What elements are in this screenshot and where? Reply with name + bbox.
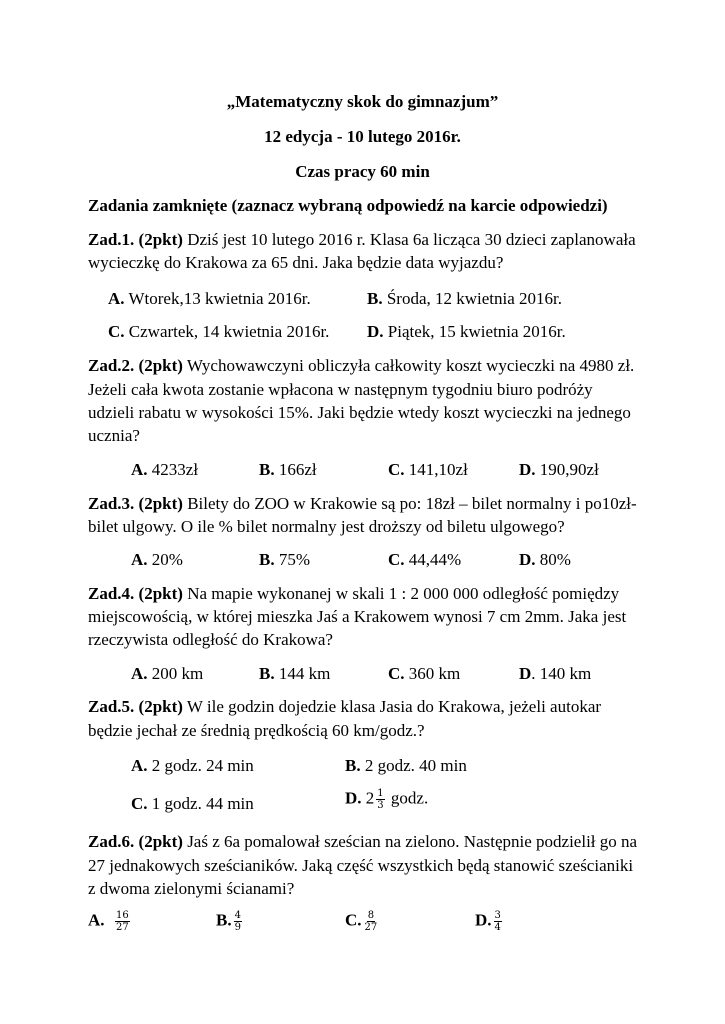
task-text: Na mapie wykonanej w skali 1 : 2 000 000 odległość pomiędzy	[182, 584, 620, 603]
fraction: $\frac{1}{3}$	[377, 788, 384, 811]
answer-option-d[interactable]: D. 190,90zł	[519, 460, 599, 479]
answer-option-c[interactable]: C. 1 godz. 44 min	[131, 794, 254, 813]
task-text: ucznia?	[88, 426, 140, 445]
task-label: Zad.4. (2pkt)	[88, 584, 183, 603]
edition-line: 12 edycja - 10 lutego 2016r.	[264, 127, 461, 146]
task-label: Zad.5. (2pkt)	[88, 697, 183, 716]
answer-option-c[interactable]: C. 44,44%	[388, 550, 462, 569]
page-title: „Matematyczny skok do gimnazjum”	[226, 92, 499, 111]
answer-option-a[interactable]: A. 4233zł	[131, 460, 199, 479]
fraction: $\frac{8}{27}$	[364, 910, 378, 933]
answer-option-a[interactable]: A. $\frac{16}{27}$	[88, 910, 129, 933]
answer-option-b[interactable]: B. 166zł	[259, 460, 317, 479]
task-text: Bilety do ZOO w Krakowie są po: 18zł – bilet normalny i po10zł-	[182, 494, 637, 513]
section-heading: Zadania zamknięte (zaznacz wybraną odpowiedź na karcie odpowiedzi)	[88, 196, 608, 215]
task-text: miejscowością, w której mieszka Jaś a Krakowem wynosi 7 cm 2mm. Jaka jest	[88, 607, 627, 626]
answer-option-b[interactable]: B. $\frac{4}{9}$	[216, 910, 241, 933]
answer-option-d[interactable]: D. $\frac{3}{4}$	[475, 910, 501, 933]
task-label: Zad.3. (2pkt)	[88, 494, 183, 513]
answer-option-d[interactable]: D. 2 $\frac{1}{3}$ godz.	[345, 788, 429, 811]
task-text: z dwoma zielonymi ścianami?	[88, 879, 295, 898]
task-text: Dziś jest 10 lutego 2016 r. Klasa 6a licząca 30 dzieci zaplanowała	[182, 230, 636, 249]
task-text: Jeżeli cała kwota zostanie wpłacona w następnym tygodniu biuro podróży	[88, 380, 593, 399]
answer-option-b[interactable]: B. 75%	[259, 550, 311, 569]
answer-option-c[interactable]: C. Czwartek, 14 kwietnia 2016r.	[108, 322, 330, 341]
task-text: będzie jechał ze średnią prędkością 60 km/godz.?	[88, 721, 425, 740]
task-label: Zad.2. (2pkt)	[88, 356, 183, 375]
answer-option-a[interactable]: A. 20%	[131, 550, 183, 569]
task-text: wycieczkę do Krakowa za 65 dni. Jaka będzie data wyjazdu?	[88, 253, 504, 272]
answer-option-c[interactable]: C. 360 km	[388, 664, 461, 683]
fraction: $\frac{3}{4}$	[494, 910, 501, 933]
task-text: Wychowawczyni obliczyła całkowity koszt wycieczki na 4980 zł.	[182, 356, 635, 375]
answer-option-c[interactable]: C. $\frac{8}{27}$	[345, 910, 378, 933]
task-text: bilet ulgowy. O ile % bilet normalny jest droższy od biletu ulgowego?	[88, 517, 565, 536]
answer-option-d[interactable]: D. 140 km	[519, 664, 592, 683]
answer-option-c[interactable]: C. 141,10zł	[388, 460, 468, 479]
answer-option-a[interactable]: A. Wtorek,13 kwietnia 2016r.	[108, 289, 311, 308]
answer-option-a[interactable]: A. 2 godz. 24 min	[131, 756, 254, 775]
task-text: 27 jednakowych sześcianików. Jaką część wszystkich będą stanowić sześcianiki	[88, 856, 634, 875]
task-text: W ile godzin dojedzie klasa Jasia do Krakowa, jeżeli autokar	[182, 697, 602, 716]
task-text: Jaś z 6a pomalował sześcian na zielono. Następnie podzielił go na	[182, 832, 638, 851]
answer-option-d[interactable]: D. 80%	[519, 550, 571, 569]
answer-option-b[interactable]: B. 2 godz. 40 min	[345, 756, 467, 775]
task-text: udzieli rabatu w wysokości 15%. Jaki będzie wtedy koszt wycieczki na jednego	[88, 403, 631, 422]
task-label: Zad.1. (2pkt)	[88, 230, 183, 249]
task-label: Zad.6. (2pkt)	[88, 832, 183, 851]
fraction: $\frac{4}{9}$	[234, 910, 241, 933]
fraction: $\frac{16}{27}$	[116, 910, 129, 933]
answer-option-b[interactable]: B. Środa, 12 kwietnia 2016r.	[367, 289, 563, 308]
mixed-number-whole: 2	[365, 788, 375, 808]
time-line: Czas pracy 60 min	[295, 162, 430, 181]
answer-option-d[interactable]: D. Piątek, 15 kwietnia 2016r.	[367, 322, 566, 341]
answer-option-a[interactable]: A. 200 km	[131, 664, 204, 683]
task-text: rzeczywista odległość do Krakowa?	[88, 630, 333, 649]
answer-option-b[interactable]: B. 144 km	[259, 664, 331, 683]
